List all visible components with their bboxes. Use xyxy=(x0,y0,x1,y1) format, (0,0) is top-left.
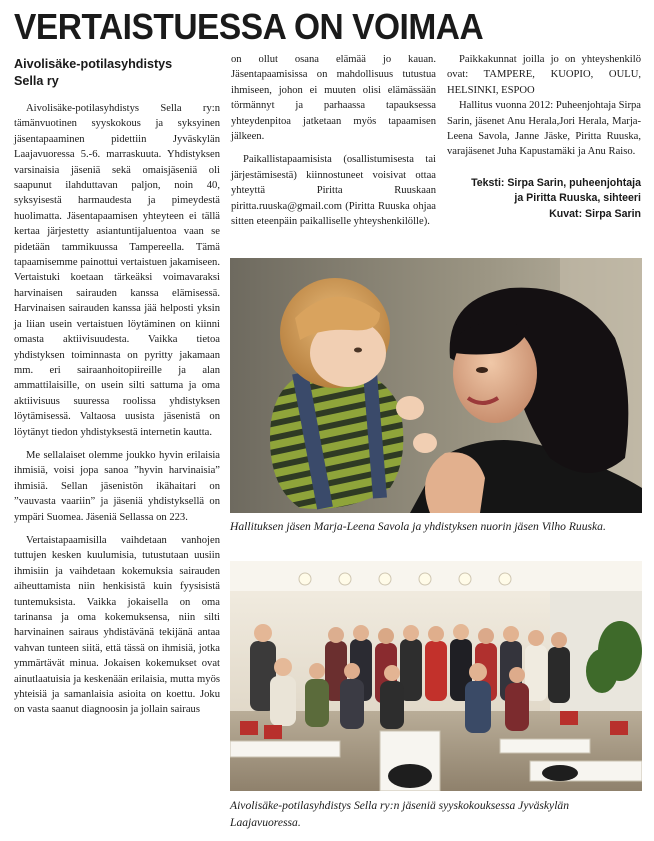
paragraph: Paikallistapaamisista (osallistumisesta tai järjestämisestä) kiinnostuneet voisivat ottaa yhteyttä Piritta Ruuskaan piritta.ruuska@gmail.com (Piritta Ruuska ohjaa sitten eteenpäin paikalliselle yhteyshenkilölle). xyxy=(231,154,436,228)
subhead-line: Sella ry xyxy=(14,74,59,88)
paragraph: Aivolisäke-potilasyhdistys Sella ry:n tämänvuotinen syyskokous ja syksyinen jäsentapaaminen pidettiin Jyväskylän Laajavuoressa 5.-6. marraskuuta. Yhdistyksen varsinaisia jäseniä sekä omaisjäseniä oli saapunut ilahduttavan paljon, noin 40, syksyisestä harmaudesta ja pimeydestä huolimatta. Jäsentapaamisen yhteyteen ei tällä kertaa järjestetty asiantuntijaluentoa vaan se pidetään tammikuussa Tampereella. Tämä tapaamisemme painottui vertaistuen jakamiseen. Vertaistuki koetaan tärkeäksi voimavaraksi harvinaisen sairauden kanssa elämisessä. Harvinaisen sairauden kanssa jää helposti yksin ja liian usein vertaistuen löytäminen on kiinni omasta aktiivisuudesta. Vaikka tietoa yhdistyksen toiminnasta on pyritty jakamaan mm. eri sairaanhoitopiireille ja alan ammattilaisille, on usein silti sattuma ja oma aktiivisuus suuressa roolissa yhdistyksen löytämisessä. Valtaosa uusista jäsenistä on löytänyt tiedon yhdistyksestä internetin kautta. xyxy=(14,103,220,438)
photo-group-meeting xyxy=(230,561,642,791)
paragraph: on ollut osana elämää jo kauan. Jäsentapaamisissa on mahdollisuus tutustua ihmiseen, johon ei muuten olisi elämässään törmännyt ja parhaassa tapauksessa yhteydenpitoa jatketaan myös tapaamisen jälkeen. xyxy=(231,54,436,143)
photo-woman-with-child xyxy=(230,258,642,513)
paragraph: Vertaistapaamisilla vaihdetaan vanhojen tuttujen kesken kuulumisia, tutustutaan uusiin ihmisiin ja vaihdetaan kokemuksia sairauden aiheuttamista niin henkisistä kuin fyysisistä tuntemuksista. Vaikka jokaisella on oma tarinansa ja oma kokemuksensa, niin silti harvinainen sairaus yhdistävänä tekijänä antaa vahvan tunteen siitä, että tässä on ihmisiä, jotka ymmärtävät minua. Jokaisen kokemukset ovat ainutlaatuisia ja keskenään erilaisia, mutta myös yhteisiä ja samanlaisia asioita on koettu. Joku on vasta saanut diagnoosin ja jollain sairaus xyxy=(14,534,220,716)
article-column-3 xyxy=(447,52,641,222)
paragraph: Hallitus vuonna 2012: Puheenjohtaja Sirpa Sarin, jäsenet Anu Herala,Jori Herala, Marja-Leena Savola, Janne Jäske, Piritta Ruuska, varajäsenet Juha Kapustamäki ja Anu Raiso. xyxy=(447,100,641,158)
photo-caption-2: Aivolisäke-potilasyhdistys Sella ry:n jäseniä syyskokouksessa Jyväskylän Laajavuoressa. xyxy=(230,799,570,829)
photo-caption-1: Hallituksen jäsen Marja-Leena Savola ja yhdistyksen nuorin jäsen Vilho Ruuska. xyxy=(230,520,606,533)
paragraph: Me sellalaiset olemme joukko hyvin erilaisia ihmisiä, voisi jopa sanoa ”hyvin harvinaisia” ihmisiä. Sellan jäsenistön ikähaitari on ”vauvasta vaariin” ja jäseniä yhdistyksellä on ympäri Suomea. Jäseniä Sellassa on 223. xyxy=(14,449,220,523)
subhead-line: Aivolisäke-potilasyhdistys xyxy=(14,57,173,71)
article-subhead xyxy=(14,56,220,90)
credits xyxy=(447,176,641,222)
credits-line: ja Piritta Ruuska, sihteeri xyxy=(514,192,641,205)
article-column-2 xyxy=(231,52,436,229)
credits-line: Kuvat: Sirpa Sarin xyxy=(549,207,641,220)
credits-line: Teksti: Sirpa Sarin, puheenjohtaja xyxy=(471,176,641,189)
headline: VERTAISTUESSA ON VOIMAA xyxy=(14,6,484,47)
paragraph: Paikkakunnat joilla jo on yhteyshenkilö ovat: TAMPERE, KUOPIO, OULU, HELSINKI, ESPOO xyxy=(447,54,641,96)
article-column-1 xyxy=(14,56,220,718)
